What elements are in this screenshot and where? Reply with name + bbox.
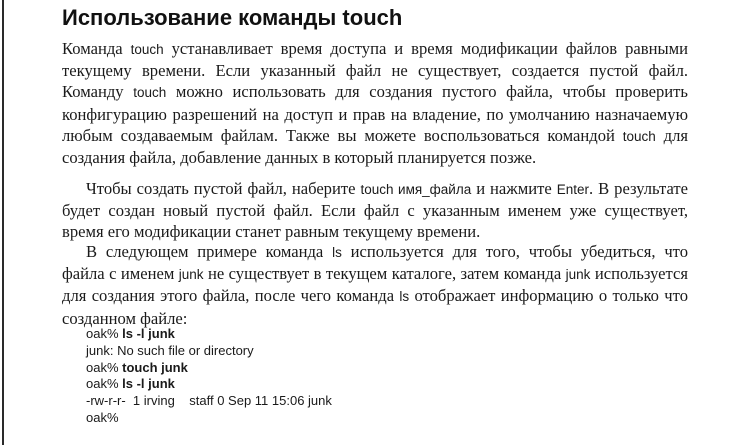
- code-line-4-prompt: oak%: [86, 376, 123, 392]
- p1-code-touch-2: touch: [133, 85, 167, 101]
- paragraph-1: [62, 38, 688, 168]
- p3-text-4: используется для создания этого файла, после чего команда: [62, 264, 688, 306]
- p3-code-ls-1: ls: [332, 245, 342, 260]
- code-line-4-command: ls -l junk: [122, 376, 175, 392]
- code-line-5: -rw-r-r- 1 irving staff 0 Sep 11 15:06 junk: [86, 393, 332, 409]
- p3-code-ls-2: ls: [399, 289, 410, 305]
- p3-text-2: используется для того, чтобы убедиться, что файла с именем: [62, 242, 688, 284]
- p3-text-1: В следующем примере команда: [86, 242, 333, 261]
- p2-code-touch-filename: touch имя_файла: [360, 182, 472, 197]
- p2-code-enter: Enter: [556, 182, 589, 197]
- paragraph-2-text: [62, 178, 688, 243]
- section-heading: Использование команды touch: [62, 5, 403, 30]
- p1-code-touch-1: touch: [130, 42, 164, 57]
- p3-code-junk-2: junk: [565, 267, 591, 283]
- code-line-6: oak%: [86, 409, 119, 425]
- p3-text-3: не существует в текущем каталоге, затем команда: [203, 264, 566, 284]
- p3-code-junk-1: junk: [178, 267, 204, 283]
- left-margin-rule: [2, 0, 4, 445]
- p1-text-1: Команда: [62, 39, 131, 58]
- code-line-1-command: ls -l junk: [122, 326, 175, 341]
- terminal-example: [86, 326, 332, 427]
- paragraph-2: [62, 178, 688, 243]
- p2-text-2: и нажмите: [471, 179, 557, 198]
- code-line-3-command: touch junk: [122, 359, 188, 375]
- code-line-1-prompt: oak%: [86, 326, 123, 341]
- p1-text-4: для создания файла, добавление данных в который планируется позже.: [62, 125, 688, 168]
- p1-text-3: можно использовать для создания пустого файла, чтобы проверить конфигурацию разрешений на доступ и прав на владение, по умолчанию назначаемую любым создаваемым файлам. Также вы можете воспользоваться командой: [62, 82, 689, 145]
- p2-text-1: Чтобы создать пустой файл, наберите: [86, 179, 361, 198]
- code-line-3-prompt: oak%: [86, 359, 123, 375]
- p1-text-2: устанавливает время доступа и время модификации файлов равными текущему времени. Если указанный файл не существует, создается пустой файл. Команду: [62, 39, 689, 102]
- p2-text-3: . В результате будет создан новый пустой файл. Если файл с указанным именем уже существует, время его модификации станет равным текущему времени.: [62, 179, 689, 242]
- code-line-3: [86, 360, 332, 377]
- p1-code-touch-3: touch: [622, 128, 656, 144]
- code-line-1: [86, 326, 332, 343]
- paragraph-3-text: [62, 241, 688, 329]
- code-line-2: junk: No such file or directory: [86, 342, 254, 358]
- paragraph-1-text: [62, 38, 688, 168]
- paragraph-3: [62, 241, 688, 329]
- p3-text-5: отображает информацию о только что созданном файле:: [62, 286, 688, 328]
- code-line-4: [86, 376, 332, 393]
